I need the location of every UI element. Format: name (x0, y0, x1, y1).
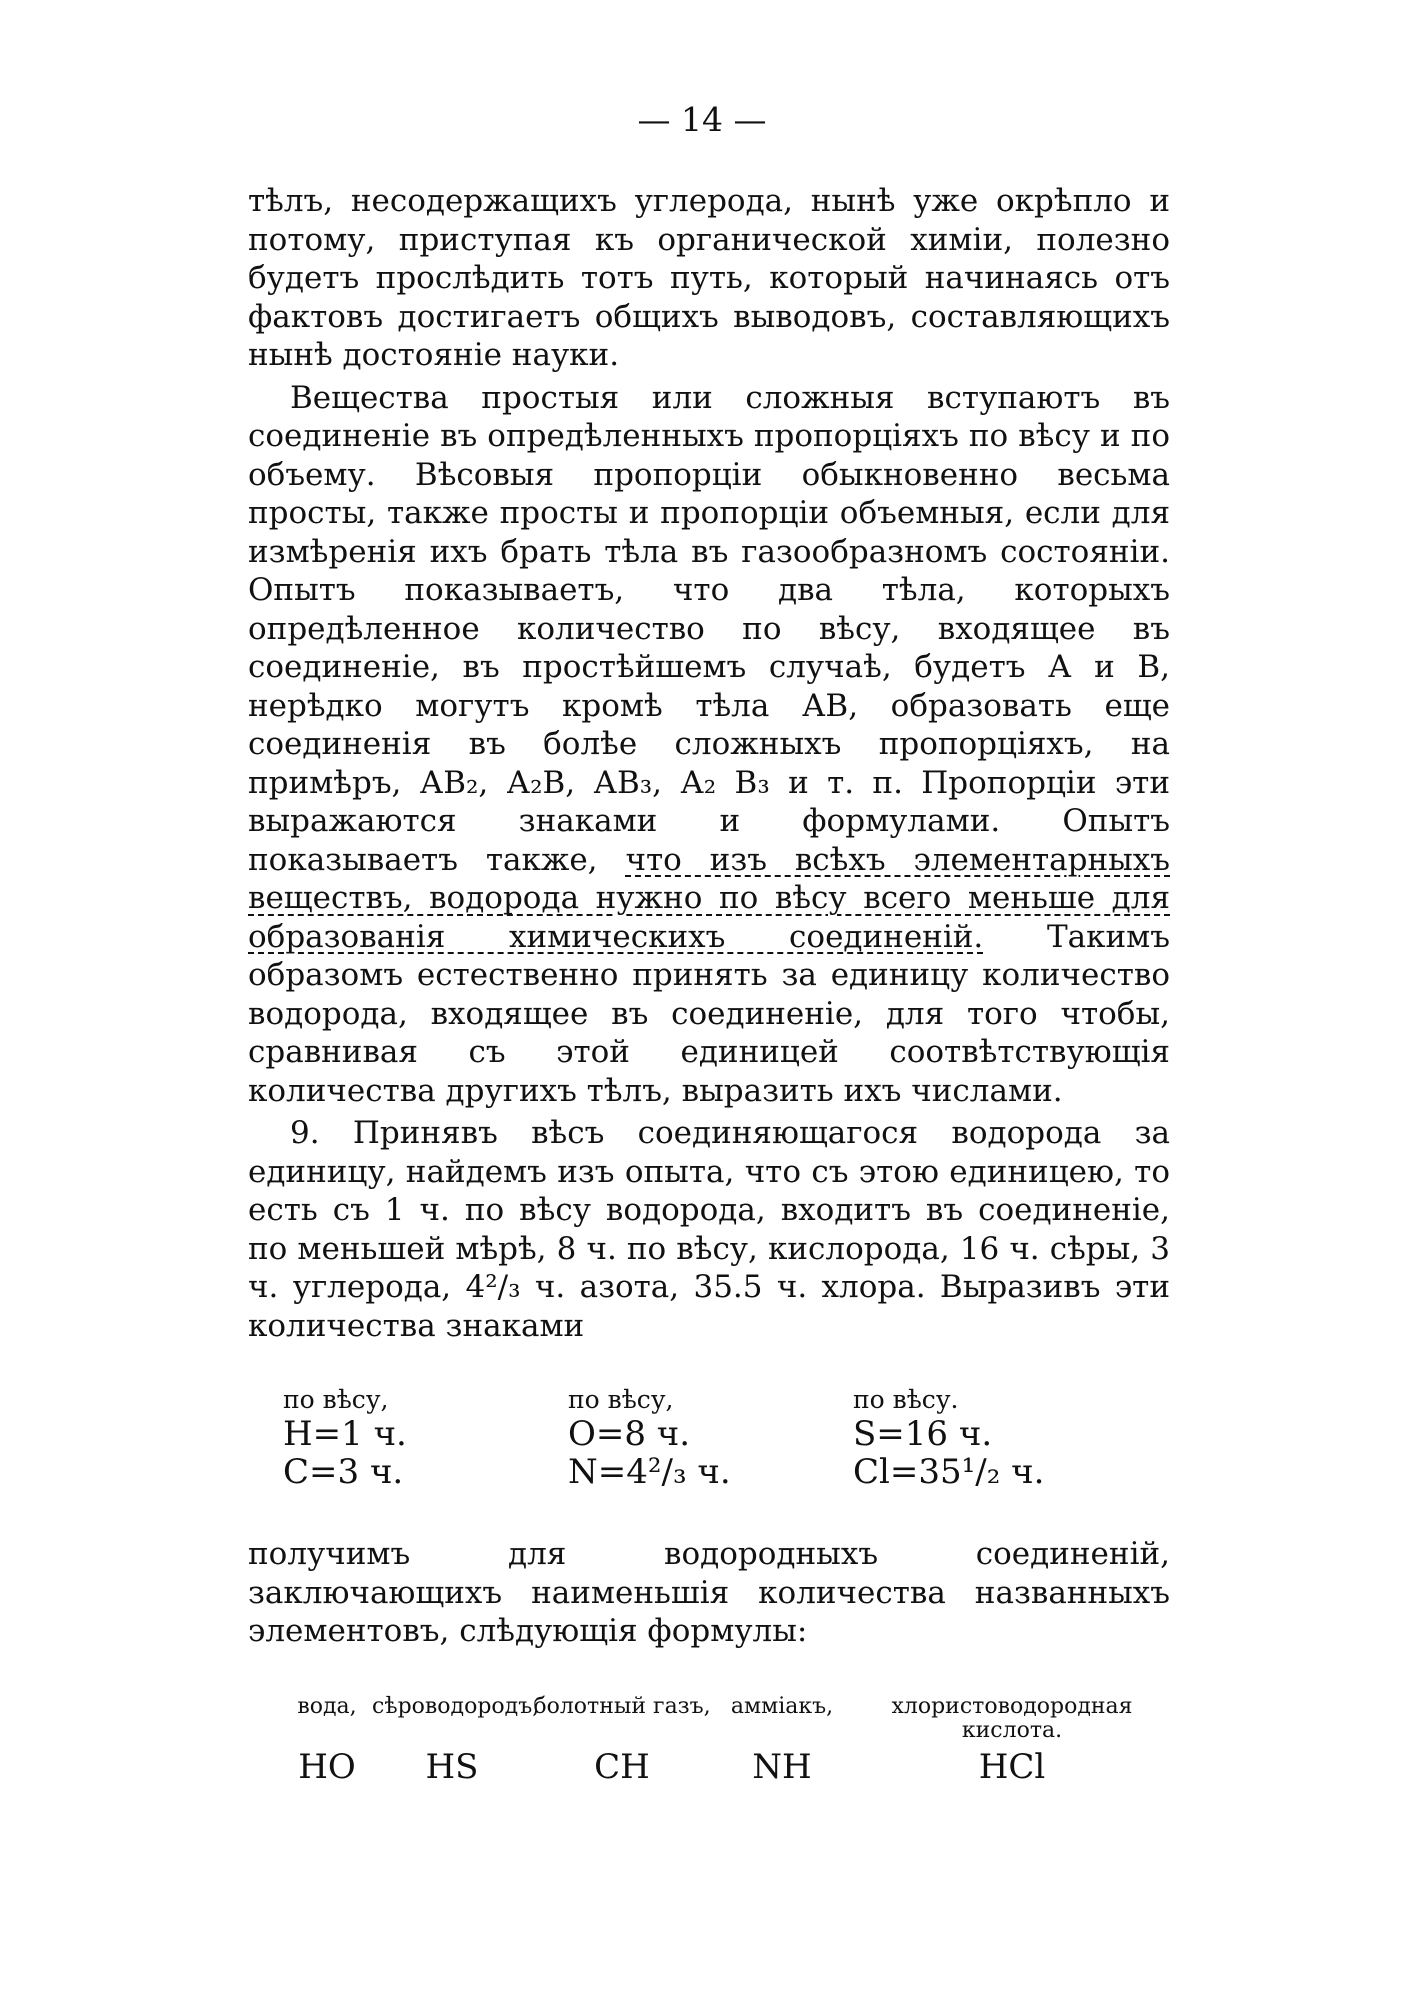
page-number: — 14 — (637, 100, 767, 139)
formula-name: болотный газъ, (533, 1694, 711, 1719)
weights-column (283, 1385, 568, 1491)
formula-table (282, 1695, 1172, 1787)
paragraph-1: тѣлъ, несодержащихъ углерода, нынѣ уже окрѣпло и потому, приступая къ органической химіи, полезно будетъ прослѣдить тотъ путь, который начинаясь отъ фактовъ достигаетъ общихъ выводовъ, составляющихъ нынѣ достояніе науки. (248, 183, 1170, 373)
weights-value: H=1 ч. (283, 1414, 407, 1454)
formula-name: вода, (297, 1694, 357, 1719)
weights-unit: по вѣсу. (853, 1385, 959, 1414)
paragraph-3: 9. Принявъ вѣсъ соединяющагося водорода за единицу, найдемъ изъ опыта, что съ этою единицею, то есть съ 1 ч. по вѣсу водорода, входитъ въ соединеніе, по меньшей мѣрѣ, 8 ч. по вѣсу, кислорода, 16 ч. сѣры, 3 ч. углерода, 4²/₃ ч. азота, 35.5 ч. хлора. Выразивъ эти количества знаками (248, 1115, 1170, 1344)
formula-cell (852, 1695, 1172, 1787)
formula-name: аммiакъ, (730, 1694, 834, 1719)
formulas-intro-text: получимъ для водородныхъ соединеній, заключающихъ наименьшія количества названныхъ элементовъ, слѣдующія формулы: (248, 1536, 1170, 1649)
paragraph-2-tail: Такимъ образомъ естественно принять за единицу количество водорода, входящее въ соединеніе, для того чтобы, сравнивая съ этой единицей соотвѣтствующія количества другихъ тѣлъ, выразить ихъ числами. (248, 918, 1170, 1109)
formula-name: сѣроводородъ, (372, 1694, 540, 1719)
paragraph-2-text: Вещества простыя или сложныя вступаютъ въ соединеніе въ опредѣленныхъ пропорціяхъ по вѣсу и по объему. Вѣсовыя пропорціи обыкновенно весьма просты, также просты и пропорціи объемныя, если для измѣренія ихъ брать тѣла въ газообразномъ состояніи. Опытъ показываетъ, что два тѣла, которыхъ опредѣленное количество по вѣсу, входящее въ соединеніе, въ простѣйшемъ случаѣ, будетъ А и В, нерѣдко могутъ кромѣ тѣла АВ, образовать еще соединенія въ болѣе сложныхъ пропорціяхъ, на примѣръ, АВ₂, А₂В, АВ₃, А₂ В₃ и т. п. Пропорціи эти выражаются знаками и формулами. Опытъ показываетъ также, (248, 379, 1170, 878)
weights-table (283, 1385, 1113, 1491)
formula-cell (372, 1694, 540, 1787)
formula-cell (282, 1695, 372, 1787)
formula-symbol: NH (752, 1747, 812, 1787)
formula-cell (532, 1695, 712, 1787)
weights-value: N=4²/₃ ч. (568, 1452, 731, 1492)
weights-value: C=3 ч. (283, 1452, 404, 1492)
formula-symbol: HCl (978, 1747, 1046, 1787)
underlined-passage: что изъ всѣхъ элементарныхъ веществъ, водорода нужно по вѣсу всего меньше для образованія химическихъ соединеній. (248, 841, 1170, 955)
weights-unit: по вѣсу, (283, 1385, 389, 1414)
formula-cell (712, 1695, 852, 1787)
formulas-intro (248, 1535, 1170, 1651)
weights-value: Cl=35¹/₂ ч. (853, 1452, 1045, 1492)
weights-value: S=16 ч. (853, 1414, 993, 1454)
formula-symbol: HS (425, 1747, 479, 1787)
formula-symbol: HO (298, 1747, 356, 1787)
body-text (248, 182, 1170, 1345)
weights-unit: по вѣсу, (568, 1385, 674, 1414)
weights-value: O=8 ч. (568, 1414, 691, 1454)
formula-name: хлористоводородная кислота. (891, 1694, 1133, 1743)
paragraph-2 (248, 379, 1170, 1111)
weights-column (568, 1385, 853, 1491)
weights-column (853, 1385, 1113, 1491)
formula-symbol: CH (594, 1747, 650, 1787)
